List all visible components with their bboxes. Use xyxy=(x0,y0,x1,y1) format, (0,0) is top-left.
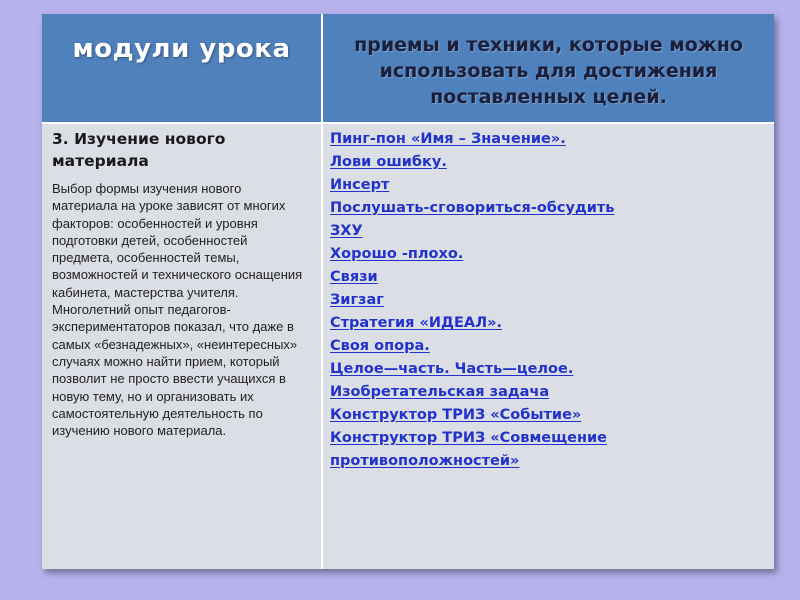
techniques-list xyxy=(330,128,766,473)
technique-link[interactable]: Пинг-пон «Имя – Значение». xyxy=(330,131,566,147)
technique-link[interactable]: Конструктор ТРИЗ «Совмещение противоположностей» xyxy=(330,430,608,469)
modules-table xyxy=(42,14,774,569)
header-techniques-label: приемы и техники, которые можно использовать для достижения поставленных целей. xyxy=(354,34,743,108)
technique-link[interactable]: Связи xyxy=(330,269,378,285)
section-title: 3. Изучение нового материала xyxy=(52,130,226,170)
module-cell xyxy=(52,128,314,439)
header-cell-techniques xyxy=(323,14,774,122)
technique-link[interactable]: Хорошо -плохо. xyxy=(330,246,464,262)
technique-link[interactable]: Лови ошибку. xyxy=(330,154,447,170)
header-cell-modules xyxy=(42,14,321,122)
header-modules-label: модули урока xyxy=(72,34,291,64)
technique-link[interactable]: Изобретательская задача xyxy=(330,384,550,400)
technique-link[interactable]: Конструктор ТРИЗ «Событие» xyxy=(330,407,582,423)
section-description: Выбор формы изучения нового материала на уроке зависят от многих факторов: особенностей и уровня подготовки детей, особенностей предмета, особенностей темы, возможностей и технического оснащения кабинета, мастерства учителя. Многолетний опыт педагогов-экспериментаторов показал, что даже в самых «безнадежных», «неинтересных» случаях можно найти прием, который позволит не просто ввести учащихся в новую тему, но и организовать их самостоятельную деятельность по изучению нового материала. xyxy=(52,181,303,439)
techniques-cell xyxy=(330,128,766,473)
technique-link[interactable]: Инсерт xyxy=(330,177,390,193)
technique-link[interactable]: Стратегия «ИДЕАЛ». xyxy=(330,315,503,331)
technique-link[interactable]: Целое—часть. Часть—целое. xyxy=(330,361,574,377)
row-divider xyxy=(42,122,774,124)
technique-link[interactable]: Зигзаг xyxy=(330,292,384,308)
technique-link[interactable]: Послушать-сговориться-обсудить xyxy=(330,200,615,216)
technique-link[interactable]: Своя опора. xyxy=(330,338,430,354)
technique-link[interactable]: ЗХУ xyxy=(330,223,363,239)
